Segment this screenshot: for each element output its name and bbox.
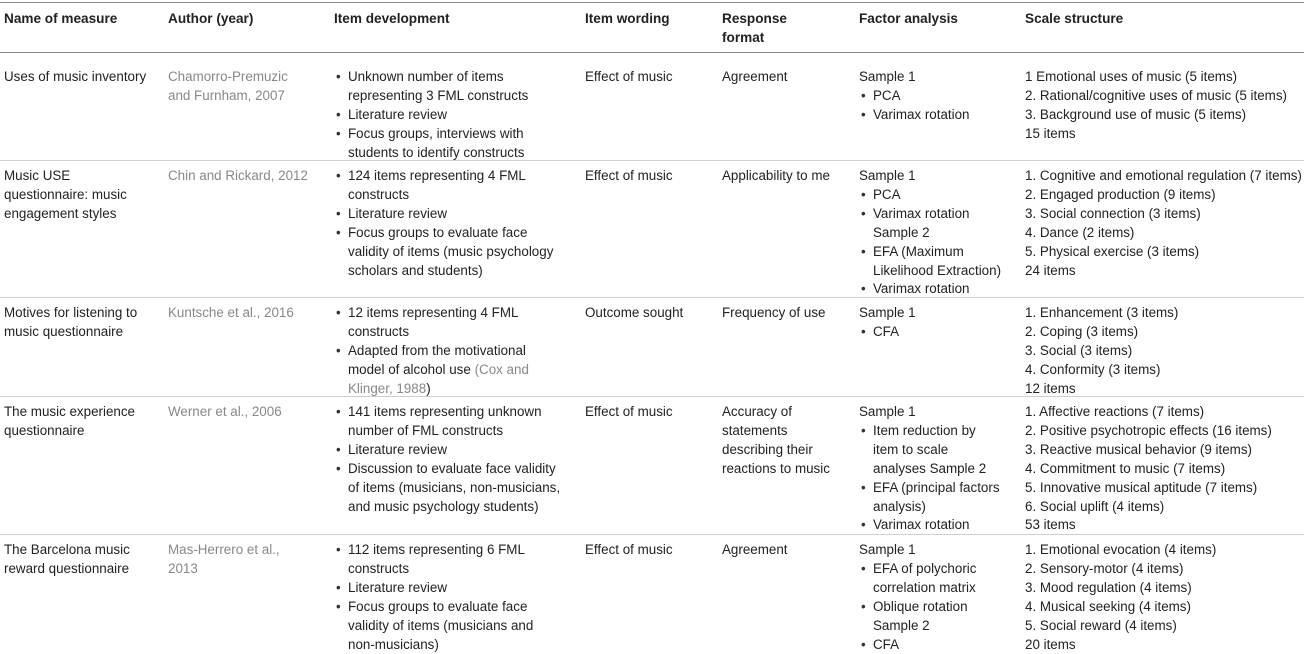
scale-line: 1. Affective reactions (7 items) — [1025, 404, 1205, 419]
author-line: Kuntsche et al., 2016 — [168, 305, 294, 320]
scale-structure — [1025, 167, 1302, 280]
factor-line: • EFA (Maximum — [873, 243, 964, 259]
item-development-line: constructs — [348, 560, 410, 576]
measure-name — [4, 541, 130, 579]
factor-line: • Oblique rotation — [873, 598, 968, 614]
author-year — [168, 403, 282, 422]
factor-analysis — [859, 304, 916, 342]
response-line: Agreement — [722, 69, 788, 84]
item-development-line: of items (musicians, non-musicians, — [348, 479, 561, 495]
scale-line: 4. Dance (2 items) — [1025, 224, 1135, 240]
author-year — [168, 167, 308, 186]
row-divider — [0, 534, 1304, 535]
scale-line: 1 Emotional uses of music (5 items) — [1025, 69, 1238, 84]
header-name-of-measure: Name of measure — [4, 11, 118, 26]
response-format — [722, 68, 788, 87]
list-item — [334, 205, 553, 224]
scale-line: 4. Musical seeking (4 items) — [1025, 598, 1191, 614]
measure-name-line: questionnaire — [4, 422, 85, 438]
list-item — [334, 598, 533, 654]
header-response-line-2: format — [722, 29, 765, 45]
author-year — [168, 68, 288, 106]
item-development-line: • Literature review — [348, 579, 447, 595]
measure-name-line: questionnaire: music — [4, 186, 127, 202]
citation-link[interactable]: (Cox and — [474, 361, 529, 377]
response-line: Applicability to me — [722, 168, 830, 183]
item-development-line: • 124 items representing 4 FML — [348, 168, 526, 183]
author-year — [168, 541, 280, 579]
list-item — [334, 460, 560, 517]
item-development-line: • Literature review — [348, 205, 447, 221]
scale-line: 24 items — [1025, 262, 1076, 278]
scale-line: 1. Emotional evocation (4 items) — [1025, 542, 1217, 557]
item-development-line: • Focus groups to evaluate face — [348, 224, 528, 240]
author-line: 2013 — [168, 560, 198, 576]
factor-line: • CFA — [873, 636, 900, 652]
item-development-line: and music psychology students) — [348, 498, 539, 514]
factor-line: • Varimax rotation — [873, 281, 970, 297]
list-item — [859, 186, 1001, 205]
factor-line: • EFA of polychoric — [873, 560, 977, 576]
list-item — [334, 125, 528, 163]
factor-line: Sample 2 — [873, 224, 930, 240]
header-response-line-1: Response — [722, 11, 787, 26]
list-item — [334, 106, 528, 125]
measure-name-line: Music USE — [4, 168, 71, 183]
item-development-list — [334, 68, 528, 163]
factor-sample-label: Sample 1 — [859, 404, 916, 419]
item-development-list — [334, 403, 560, 516]
scale-line: 2. Engaged production (9 items) — [1025, 186, 1216, 202]
measure-name-line: Uses of music inventory — [4, 69, 147, 84]
scale-line: 2. Positive psychotropic effects (16 items) — [1025, 422, 1272, 438]
item-wording: Effect of music — [585, 404, 673, 419]
item-development-line: • 141 items representing unknown — [348, 404, 542, 419]
item-development-line: • Literature review — [348, 106, 447, 122]
factor-list — [859, 186, 1001, 299]
measure-name-line: music questionnaire — [4, 323, 124, 339]
list-item — [334, 68, 528, 106]
scale-line: 3. Background use of music (5 items) — [1025, 106, 1247, 122]
item-development-list — [334, 167, 553, 280]
item-development-line: • Discussion to evaluate face validity — [348, 460, 556, 476]
item-development-line: constructs — [348, 186, 410, 202]
response-line: Frequency of use — [722, 305, 826, 320]
list-item — [859, 636, 976, 654]
item-development — [334, 541, 533, 654]
item-wording: Effect of music — [585, 542, 673, 557]
factor-analysis — [859, 541, 976, 654]
factor-list — [859, 560, 976, 654]
factor-line: • PCA — [873, 87, 901, 103]
factor-line: analysis) — [873, 498, 926, 514]
author-line: Werner et al., 2006 — [168, 404, 282, 419]
factor-line: • Varimax rotation — [873, 517, 970, 533]
header-scale-structure: Scale structure — [1025, 11, 1124, 26]
item-development-line: • Literature review — [348, 441, 447, 457]
citation-close: ) — [426, 380, 431, 396]
factor-analysis — [859, 403, 1000, 535]
scale-line: 53 items — [1025, 517, 1076, 533]
factor-list — [859, 422, 1000, 535]
item-development-line: students to identify constructs — [348, 144, 525, 160]
response-line: statements — [722, 422, 788, 438]
factor-line: correlation matrix — [873, 579, 976, 595]
scale-line: 20 items — [1025, 636, 1076, 652]
list-item — [859, 323, 916, 342]
item-development-line: non-musicians) — [348, 636, 439, 652]
list-item — [859, 516, 1000, 535]
factor-line: • EFA (principal factors — [873, 479, 1000, 495]
scale-line: 5. Social reward (4 items) — [1025, 617, 1177, 633]
response-line: describing their — [722, 441, 813, 457]
factor-line: • Varimax rotation — [873, 106, 970, 122]
measure-name-line: reward questionnaire — [4, 560, 130, 576]
author-line: Mas-Herrero et al., — [168, 542, 280, 557]
factor-line: • Item reduction by — [873, 422, 976, 438]
measure-name-line: Motives for listening to — [4, 305, 138, 320]
factor-list — [859, 323, 916, 342]
list-item — [859, 560, 976, 598]
list-item — [859, 422, 1000, 479]
item-development — [334, 403, 560, 516]
list-item — [859, 598, 976, 636]
response-format — [722, 403, 830, 479]
scale-line: 4. Conformity (3 items) — [1025, 361, 1161, 377]
scale-line: 3. Social (3 items) — [1025, 342, 1133, 358]
factor-line: Likelihood Extraction) — [873, 262, 1002, 278]
item-development-line: • Focus groups, interviews with — [348, 125, 524, 141]
measure-name — [4, 304, 137, 342]
item-development — [334, 304, 529, 399]
scale-structure — [1025, 403, 1272, 535]
list-item — [334, 167, 553, 205]
measure-name-line: engagement styles — [4, 205, 117, 221]
item-development-list — [334, 304, 529, 399]
item-development-line: • Focus groups to evaluate face — [348, 598, 528, 614]
response-line: reactions to music — [722, 460, 830, 476]
item-development-line: • 112 items representing 6 FML — [348, 542, 525, 557]
scale-line: 1. Cognitive and emotional regulation (7 items) — [1025, 168, 1302, 183]
scale-line: 3. Reactive musical behavior (9 items) — [1025, 441, 1252, 457]
author-year — [168, 304, 294, 323]
list-item — [334, 224, 553, 281]
scale-line: 2. Rational/cognitive uses of music (5 items) — [1025, 87, 1287, 103]
list-item — [859, 479, 1000, 517]
item-development-line: • Adapted from the motivational — [348, 342, 526, 358]
factor-analysis — [859, 167, 1001, 299]
item-development-line: validity of items (music psychology — [348, 243, 554, 259]
list-item — [334, 579, 533, 598]
header-bottom-rule — [0, 52, 1304, 53]
response-line: Accuracy of — [722, 404, 792, 419]
list-item — [334, 403, 560, 441]
measure-name — [4, 167, 127, 224]
factor-sample-label: Sample 1 — [859, 542, 916, 557]
item-development-line: constructs — [348, 323, 410, 339]
item-development — [334, 68, 528, 163]
header-author-year: Author (year) — [168, 11, 254, 26]
item-development-line: number of FML constructs — [348, 422, 504, 438]
item-development-line: • 12 items representing 4 FML — [348, 305, 519, 320]
factor-line: analyses Sample 2 — [873, 460, 987, 476]
table-top-rule — [0, 2, 1304, 3]
row-divider — [0, 160, 1304, 161]
item-wording: Effect of music — [585, 69, 673, 84]
scale-line: 3. Social connection (3 items) — [1025, 205, 1201, 221]
factor-line: • CFA — [873, 323, 900, 339]
measure-name-line: The music experience — [4, 404, 135, 419]
row-divider — [0, 297, 1304, 298]
response-format — [722, 167, 830, 186]
factor-analysis — [859, 68, 970, 125]
factor-line: • PCA — [873, 186, 901, 202]
factor-line: Sample 2 — [873, 617, 930, 633]
author-line: Chamorro-Premuzic — [168, 69, 288, 84]
item-development-line: scholars and students) — [348, 262, 483, 278]
scale-line: 3. Mood regulation (4 items) — [1025, 579, 1192, 595]
header-response-format — [722, 10, 787, 48]
factor-sample-label: Sample 1 — [859, 305, 916, 320]
response-line: Agreement — [722, 542, 788, 557]
scale-line: 12 items — [1025, 380, 1076, 396]
list-item — [859, 106, 970, 125]
scale-line: 5. Innovative musical aptitude (7 items) — [1025, 479, 1258, 495]
scale-line: 2. Coping (3 items) — [1025, 323, 1139, 339]
list-item — [334, 342, 529, 399]
author-line: Chin and Rickard, 2012 — [168, 168, 308, 183]
header-factor-analysis: Factor analysis — [859, 11, 958, 26]
item-wording: Outcome sought — [585, 305, 684, 320]
item-development — [334, 167, 553, 280]
scale-line: 6. Social uplift (4 items) — [1025, 498, 1165, 514]
item-development-list — [334, 541, 533, 654]
factor-line: item to scale — [873, 441, 949, 457]
scale-line: 5. Physical exercise (3 items) — [1025, 243, 1200, 259]
list-item — [334, 304, 529, 342]
list-item — [859, 243, 1001, 281]
list-item — [859, 205, 1001, 243]
list-item — [334, 541, 533, 579]
response-format — [722, 304, 825, 323]
response-format — [722, 541, 788, 560]
factor-sample-label: Sample 1 — [859, 69, 916, 84]
row-divider — [0, 396, 1304, 397]
item-wording: Effect of music — [585, 168, 673, 183]
scale-line: 2. Sensory-motor (4 items) — [1025, 560, 1184, 576]
scale-line: 15 items — [1025, 125, 1076, 141]
item-development-line: representing 3 FML constructs — [348, 87, 529, 103]
scale-structure — [1025, 304, 1178, 399]
scale-line: 1. Enhancement (3 items) — [1025, 305, 1179, 320]
measure-name — [4, 403, 135, 441]
citation-link[interactable]: Klinger, 1988 — [348, 380, 427, 396]
header-item-wording: Item wording — [585, 11, 670, 26]
scale-structure — [1025, 541, 1216, 654]
list-item — [859, 87, 970, 106]
scale-structure — [1025, 68, 1287, 144]
measure-name — [4, 68, 146, 87]
list-item — [334, 441, 560, 460]
scale-line: 4. Commitment to music (7 items) — [1025, 460, 1226, 476]
measure-name-line: The Barcelona music — [4, 542, 130, 557]
factor-list — [859, 87, 970, 125]
factor-line: • Varimax rotation — [873, 205, 970, 221]
item-development-line: • Unknown number of items — [348, 69, 504, 84]
author-line: and Furnham, 2007 — [168, 87, 285, 103]
item-development-line: validity of items (musicians and — [348, 617, 534, 633]
item-development-line: model of alcohol use (Cox and — [348, 361, 529, 377]
header-item-development: Item development — [334, 11, 450, 26]
factor-sample-label: Sample 1 — [859, 168, 916, 183]
